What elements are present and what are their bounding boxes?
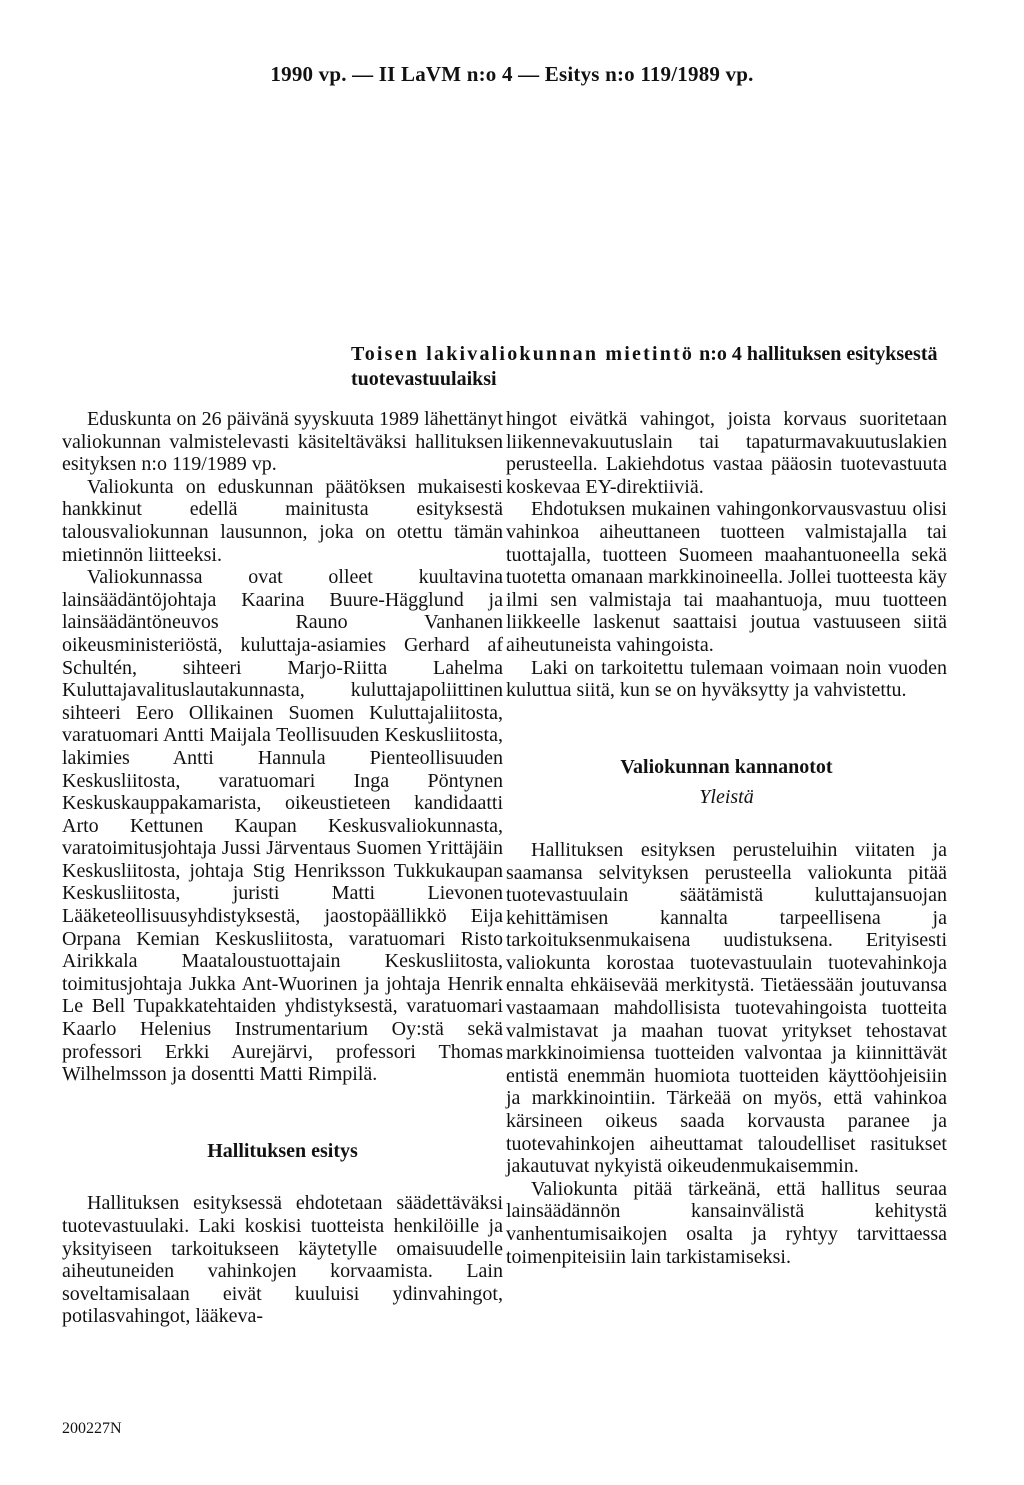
paragraph: Eduskunta on 26 päivänä syyskuuta 1989 lähettänyt valiokunnan valmistelevasti käsiteltäväksi hallituksen esityksen n:o 119/1989 vp. (62, 408, 503, 476)
document-title-rest: n:o 4 hallituksen esityksestä tuotevastuulaiksi (351, 343, 938, 390)
paragraph: Valiokunta pitää tärkeänä, että hallitus seuraa lainsäädännön kansainvälistä kehitystä vanhentumisaikojen osalta ja ryhtyy tarvittaessa toimenpiteisiin lain tarkistamiseksi. (506, 1177, 947, 1268)
document-code: 200227N (62, 1420, 122, 1437)
paragraph: Laki on tarkoitettu tulemaan voimaan noin vuoden kuluttua siitä, kun se on hyväksytty ja vahvistettu. (506, 656, 947, 702)
running-header: 1990 vp. — II LaVM n:o 4 — Esitys n:o 119/1989 vp. (270, 62, 754, 86)
subheading-yleista: Yleistä (699, 786, 754, 809)
left-column (62, 408, 503, 1328)
paragraph: Valiokunta on eduskunnan päätöksen mukaisesti hankkinut edellä mainitusta esityksestä talousvaliokunnan lausunnon, joka on otettu tämän mietinnön liitteeksi. (62, 475, 503, 566)
paragraph: Ehdotuksen mukainen vahingonkorvausvastuu olisi vahinkoa aiheuttaneen tuotteen valmistajalla tai tuottajalla, tuotteen Suomeen maahantuoneella sekä tuotetta omanaan markkinoineella. Jollei tuotteesta käy ilmi sen valmistaja tai maahantuoja, muu tuotteen liikkeelle laskenut saattaisi joutua vastuuseen siitä aiheutuneista vahingoista. (506, 498, 947, 656)
right-column (506, 408, 947, 1268)
paragraph: Valiokunnassa ovat olleet kuultavina lainsäädäntöjohtaja Kaarina Buure-Hägglund ja lainsäädäntöneuvos Rauno Vanhanen oikeusministeriöstä, kuluttaja-asiamies Gerhard af Schultén, sihteeri Marjo-Riitta Lahelma Kuluttajavalituslautakunnasta, kuluttajapoliittinen sihteeri Eero Ollikainen Suomen Kuluttajaliitosta, varatuomari Antti Maijala Teollisuuden Keskusliitosta, lakimies Antti Hannula Pienteollisuuden Keskusliitosta, varatuomari Inga Pöntynen Keskuskauppakamarista, oikeustieteen kandidaatti Arto Kettunen Kaupan Keskusvaliokunnasta, varatoimitusjohtaja Jussi Järventaus Suomen Yrittäjäin Keskusliitosta, johtaja Stig Henriksson Tukkukaupan Keskusliitosta, juristi Matti Lievonen Lääketeollisuusyhdistyksestä, jaostopäällikkö Eija Orpana Kemian Keskusliitosta, varatuomari Risto Airikkala Maataloustuottajain Keskusliitosta, toimitusjohtaja Jukka Ant-Wuorinen ja johtaja Henrik Le Bell Tupakkatehtaiden yhdistyksestä, varatuomari Kaarlo Helenius Instrumentarium Oy:stä sekä professori Erkki Aurejärvi, professori Thomas Wilhelmsson ja dosentti Matti Rimpilä. (62, 566, 503, 1086)
document-title-committee: Toisen lakivaliokunnan mietintö (351, 343, 695, 365)
paragraph: Hallituksen esityksen perusteluihin viitaten ja saamansa selvityksen perusteella valiokunta pitää tuotevastuulain säätämistä kuluttajansuojan kehittämisen kannalta tarpeellisena ja tarkoituksenmukaisena uudistuksena. Erityisesti valiokunta korostaa tuotevastuulain tuotevahinkoja ennalta ehkäisevää merkitystä. Tietäessään joutuvansa vastaamaan mahdollisista tuotevahingoista tuotteita valmistavat ja maahan tuovat yritykset tehostavat markkinoimiensa tuotteiden valvontaa ja kiinnittävät entistä enemmän huomiota tuotteiden käyttöohjeisiin ja markkinointiin. Tärkeää on myös, että vahinkoa kärsineen oikeus saada korvausta paranee ja tuotevahinkojen aiheuttamat taloudelliset rasitukset jakautuvat nykyistä oikeudenmukaisemmin. (506, 838, 947, 1178)
document-title (351, 342, 961, 392)
section-heading-hallituksen-esitys: Hallituksen esitys (207, 1139, 358, 1162)
section-heading-valiokunnan-kannanotot: Valiokunnan kannanotot (620, 755, 833, 778)
paragraph: Hallituksen esityksessä ehdotetaan säädettäväksi tuotevastuulaki. Laki koskisi tuotteista henkilöille ja yksityiseen tarkoitukseen käytetylle omaisuudelle aiheutuneiden vahinkojen korvaamista. Lain soveltamisalaan eivät kuuluisi ydinvahingot, potilasvahingot, lääkeva- (62, 1192, 503, 1328)
paragraph: hingot eivätkä vahingot, joista korvaus suoritetaan liikennevakuutuslain tai tapaturmavakuutuslakien perusteella. Lakiehdotus vastaa pääosin tuotevastuuta koskevaa EY-direktiiviä. (506, 408, 947, 498)
